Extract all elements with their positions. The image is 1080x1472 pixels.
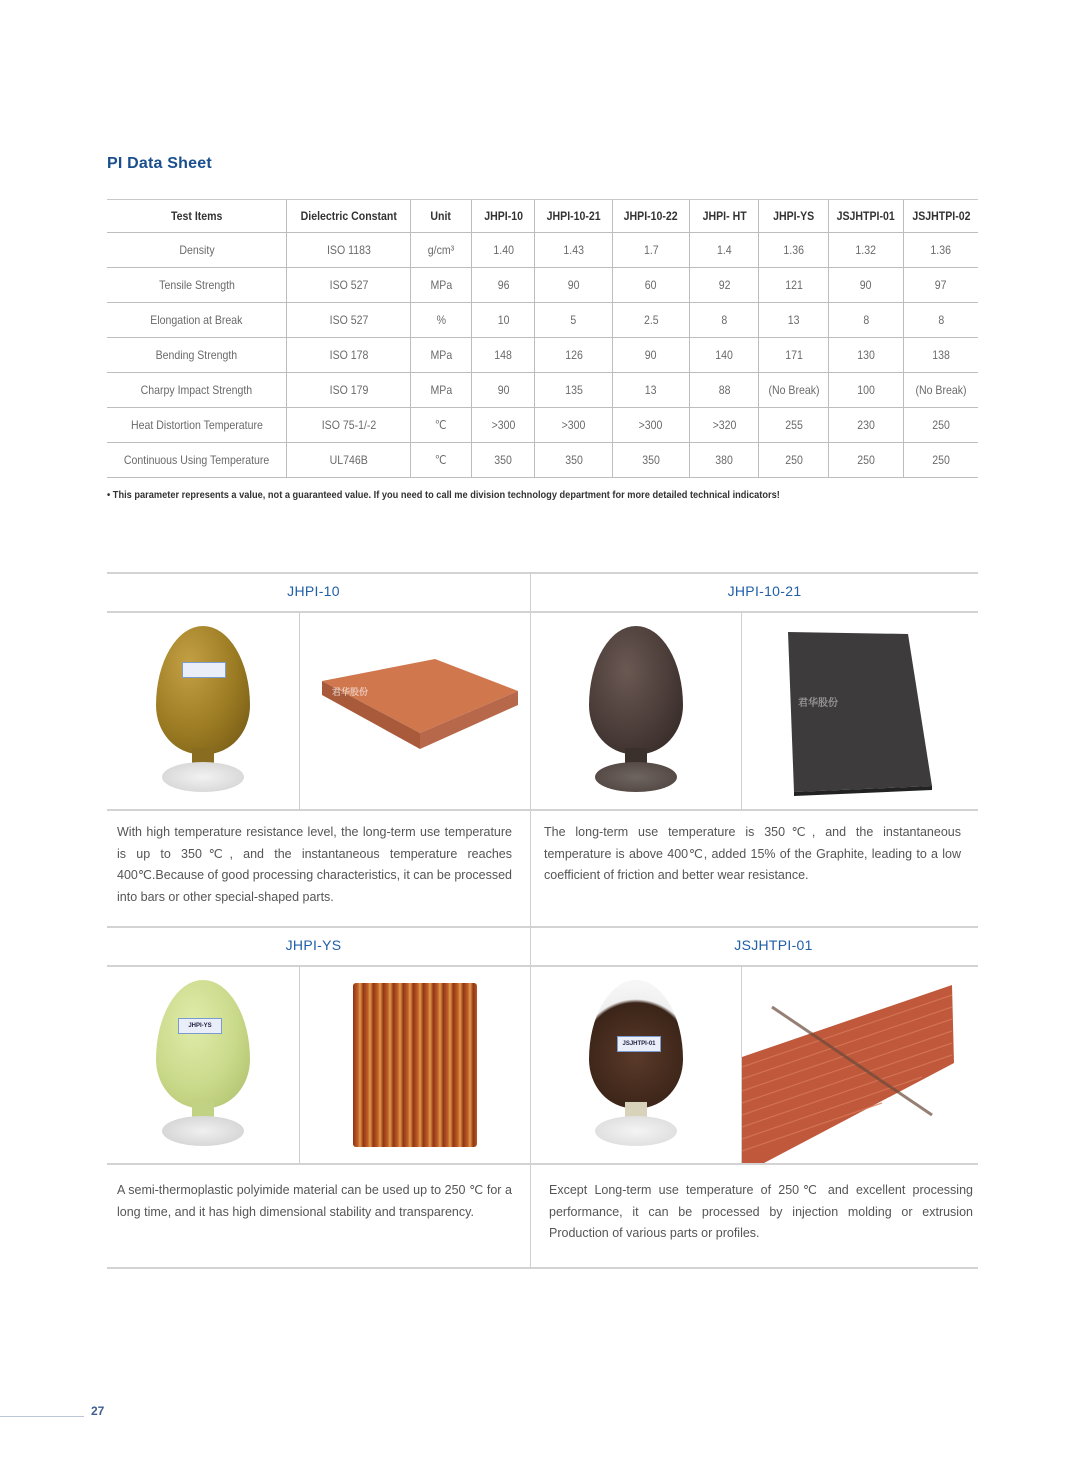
- cell-text: 126: [564, 348, 583, 362]
- value-cell: [535, 408, 612, 443]
- cell-text: 380: [715, 453, 734, 467]
- value-cell: [690, 373, 759, 408]
- cell-text: 1.7: [643, 243, 659, 257]
- value-cell: [759, 303, 828, 338]
- cell-text: MPa: [430, 348, 452, 362]
- cell-text: 13: [787, 313, 800, 327]
- cell-text: 13: [645, 383, 657, 397]
- divider: [107, 1163, 978, 1165]
- cell-text: 2.5: [643, 313, 659, 327]
- bottle-label: JHPI-YS: [178, 1018, 222, 1034]
- cell-text: 148: [494, 348, 513, 362]
- product-heading-jhpi-10: JHPI-10: [287, 583, 340, 599]
- cell-text: ISO 75-1/-2: [321, 418, 376, 432]
- cell-text: 8: [721, 313, 728, 327]
- cell-text: 60: [645, 278, 657, 292]
- value-cell: [472, 303, 535, 338]
- cell-text: 92: [718, 278, 731, 292]
- table-row: [107, 373, 978, 408]
- value-cell: [828, 303, 903, 338]
- bottle-label: JSJHTPI-01: [617, 1036, 661, 1052]
- cell-text: 230: [857, 418, 875, 432]
- cell-text: 255: [784, 418, 803, 432]
- cell-text: Tensile Strength: [158, 278, 235, 292]
- svg-text:君华股份: 君华股份: [798, 698, 838, 709]
- product-description: With high temperature resistance level, the long-term use temperature is up to 350℃, and the instantaneous temperature reaches 400℃.Because of good processing characteristics, it can be processed into bars or other special-shaped parts.: [117, 825, 512, 904]
- column-header: Unit: [414, 200, 468, 233]
- column-header: JHPI-YS: [763, 200, 824, 233]
- cell-text: Heat Distortion Temperature: [130, 418, 263, 432]
- test-item-cell: [107, 408, 287, 443]
- standard-cell: [287, 268, 411, 303]
- table-row: [107, 338, 978, 373]
- table-row: [107, 408, 978, 443]
- cell-text: ISO 527: [329, 278, 368, 292]
- test-item-cell: [107, 233, 287, 268]
- column-header: Test Items: [118, 200, 276, 233]
- value-cell: [535, 373, 612, 408]
- value-cell: [612, 408, 689, 443]
- value-cell: [828, 338, 903, 373]
- value-cell: [690, 408, 759, 443]
- cell-text: MPa: [430, 383, 452, 397]
- value-cell: [759, 268, 828, 303]
- column-header: JHPI-10: [475, 200, 531, 233]
- cell-text: g/cm³: [427, 243, 455, 257]
- cell-text: ISO 178: [329, 348, 368, 362]
- product-heading-jsjhtpi-01: JSJHTPI-01: [734, 937, 813, 953]
- cell-text: 250: [784, 453, 803, 467]
- test-item-cell: [107, 338, 287, 373]
- cell-text: 8: [862, 313, 869, 327]
- unit-cell: [410, 233, 471, 268]
- table-row: [107, 443, 978, 478]
- disclaimer-note: • This parameter represents a value, not a guaranteed value. If you need to call me division technology department for more detailed technical indicators!: [107, 489, 780, 501]
- value-cell: [759, 408, 828, 443]
- cell-text: 5: [570, 313, 577, 327]
- value-cell: [690, 338, 759, 373]
- standard-cell: [287, 338, 411, 373]
- cell-text: 138: [932, 348, 950, 362]
- product-heading-jhpi-ys: JHPI-YS: [285, 937, 342, 953]
- cell-text: 250: [857, 453, 875, 467]
- sheet-shape: [780, 626, 940, 796]
- cell-text: 140: [715, 348, 734, 362]
- svg-text:君华股份: 君华股份: [332, 688, 369, 698]
- footer-rule: [0, 1416, 84, 1417]
- divider: [107, 809, 978, 811]
- value-cell: [904, 233, 978, 268]
- column-header: JHPI-10-21: [540, 200, 608, 233]
- test-item-cell: [107, 443, 287, 478]
- cell-text: ℃: [435, 418, 447, 432]
- plate-image: [300, 613, 530, 809]
- value-cell: [904, 338, 978, 373]
- value-cell: [612, 268, 689, 303]
- value-cell: [472, 443, 535, 478]
- value-cell: [612, 338, 689, 373]
- cell-text: (No Break): [768, 383, 820, 397]
- cell-text: 88: [718, 383, 731, 397]
- value-cell: [904, 268, 978, 303]
- value-cell: [759, 338, 828, 373]
- value-cell: [759, 443, 828, 478]
- cell-text: ℃: [435, 453, 447, 467]
- cell-text: >300: [491, 418, 516, 432]
- cell-text: Charpy Impact Strength: [140, 383, 253, 397]
- column-header: JSJHTPI-02: [908, 200, 973, 233]
- cell-text: Elongation at Break: [150, 313, 243, 327]
- value-cell: [535, 268, 612, 303]
- powder-bottle-image: [531, 613, 741, 809]
- value-cell: [612, 443, 689, 478]
- cell-text: ISO 179: [329, 383, 368, 397]
- cell-text: 1.4: [716, 243, 732, 257]
- page-title: PI Data Sheet: [107, 155, 212, 172]
- table-row: [107, 303, 978, 338]
- cell-text: 90: [645, 348, 657, 362]
- value-cell: [904, 373, 978, 408]
- table-header-row: [107, 200, 978, 233]
- product-description: Except Long-term use temperature of 250℃ and excellent processing performance, it can be processed by injection molding or extrusion Production of various parts or profiles.: [549, 1183, 973, 1241]
- cell-text: Bending Strength: [155, 348, 238, 362]
- value-cell: [472, 408, 535, 443]
- value-cell: [535, 443, 612, 478]
- value-cell: [472, 233, 535, 268]
- value-cell: [759, 373, 828, 408]
- cell-text: ISO 527: [329, 313, 368, 327]
- cell-text: 97: [935, 278, 947, 292]
- cell-text: 1.36: [930, 243, 952, 257]
- cell-text: 90: [860, 278, 872, 292]
- cell-text: 130: [857, 348, 875, 362]
- cell-text: 8: [938, 313, 944, 327]
- column-header: JHPI-10-22: [617, 200, 685, 233]
- cell-text: >320: [712, 418, 737, 432]
- standard-cell: [287, 373, 411, 408]
- value-cell: [690, 443, 759, 478]
- unit-cell: [410, 303, 471, 338]
- cell-text: (No Break): [915, 383, 967, 397]
- cell-text: 250: [932, 418, 950, 432]
- test-item-cell: [107, 268, 287, 303]
- cell-text: MPa: [430, 278, 452, 292]
- value-cell: [828, 443, 903, 478]
- product-description: A semi-thermoplastic polyimide material can be used up to 250 ℃ for a long time, and it has high dimensional stability and transparency.: [117, 1183, 512, 1219]
- cell-text: 90: [497, 383, 510, 397]
- value-cell: [535, 303, 612, 338]
- value-cell: [612, 373, 689, 408]
- column-header: JSJHTPI-01: [833, 200, 899, 233]
- cell-text: Density: [179, 243, 215, 257]
- value-cell: [535, 233, 612, 268]
- value-cell: [828, 268, 903, 303]
- cell-text: ISO 1183: [326, 243, 371, 257]
- rods-shape: [742, 967, 978, 1163]
- cell-text: %: [436, 313, 446, 327]
- cell-text: 1.36: [783, 243, 804, 257]
- sheet-shape: [310, 651, 520, 771]
- cell-text: >300: [561, 418, 586, 432]
- product-heading-jhpi-10-21: JHPI-10-21: [727, 583, 802, 599]
- powder-bottle-image: [107, 967, 299, 1163]
- standard-cell: [287, 303, 411, 338]
- product-description: The long-term use temperature is 350℃, and the instantaneous temperature is above 400℃, added 15% of the Graphite, leading to a low coefficient of friction and better wear resistance.: [544, 825, 961, 883]
- cell-text: UL746B: [329, 453, 368, 467]
- cell-text: 135: [564, 383, 583, 397]
- cell-text: 1.40: [493, 243, 514, 257]
- cell-text: 96: [497, 278, 510, 292]
- cell-text: 10: [497, 313, 510, 327]
- divider: [107, 1267, 978, 1269]
- value-cell: [472, 338, 535, 373]
- value-cell: [612, 303, 689, 338]
- unit-cell: [410, 408, 471, 443]
- unit-cell: [410, 373, 471, 408]
- cell-text: 1.32: [855, 243, 877, 257]
- standard-cell: [287, 233, 411, 268]
- value-cell: [690, 303, 759, 338]
- page-number: 27: [91, 1404, 105, 1418]
- column-header: JHPI- HT: [694, 200, 755, 233]
- cell-text: >300: [639, 418, 663, 432]
- table-row: [107, 268, 978, 303]
- unit-cell: [410, 443, 471, 478]
- cell-text: 250: [932, 453, 950, 467]
- rods-image: [300, 967, 530, 1163]
- cell-text: 350: [642, 453, 660, 467]
- test-item-cell: [107, 303, 287, 338]
- pellet-bottle-image: [531, 967, 741, 1163]
- value-cell: [690, 233, 759, 268]
- cell-text: 90: [567, 278, 580, 292]
- value-cell: [690, 268, 759, 303]
- unit-cell: [410, 268, 471, 303]
- plate-image: [742, 613, 978, 809]
- column-header: Dielectric Constant: [294, 200, 403, 233]
- value-cell: [472, 373, 535, 408]
- value-cell: [904, 408, 978, 443]
- cell-text: 350: [494, 453, 513, 467]
- value-cell: [828, 408, 903, 443]
- unit-cell: [410, 338, 471, 373]
- rods-bundle-image: [742, 967, 978, 1163]
- product-grid: [107, 572, 978, 1269]
- value-cell: [759, 233, 828, 268]
- cell-text: 1.43: [563, 243, 584, 257]
- test-item-cell: [107, 373, 287, 408]
- standard-cell: [287, 443, 411, 478]
- cell-text: Continuous Using Temperature: [123, 453, 270, 467]
- cell-text: 121: [784, 278, 803, 292]
- value-cell: [828, 233, 903, 268]
- value-cell: [612, 233, 689, 268]
- pi-data-table: [107, 199, 978, 478]
- standard-cell: [287, 408, 411, 443]
- powder-bottle-image: [107, 613, 299, 809]
- cell-text: 350: [564, 453, 583, 467]
- value-cell: [472, 268, 535, 303]
- value-cell: [828, 373, 903, 408]
- cell-text: 171: [784, 348, 803, 362]
- table-row: [107, 233, 978, 268]
- cell-text: 100: [857, 383, 875, 397]
- value-cell: [904, 303, 978, 338]
- value-cell: [535, 338, 612, 373]
- value-cell: [904, 443, 978, 478]
